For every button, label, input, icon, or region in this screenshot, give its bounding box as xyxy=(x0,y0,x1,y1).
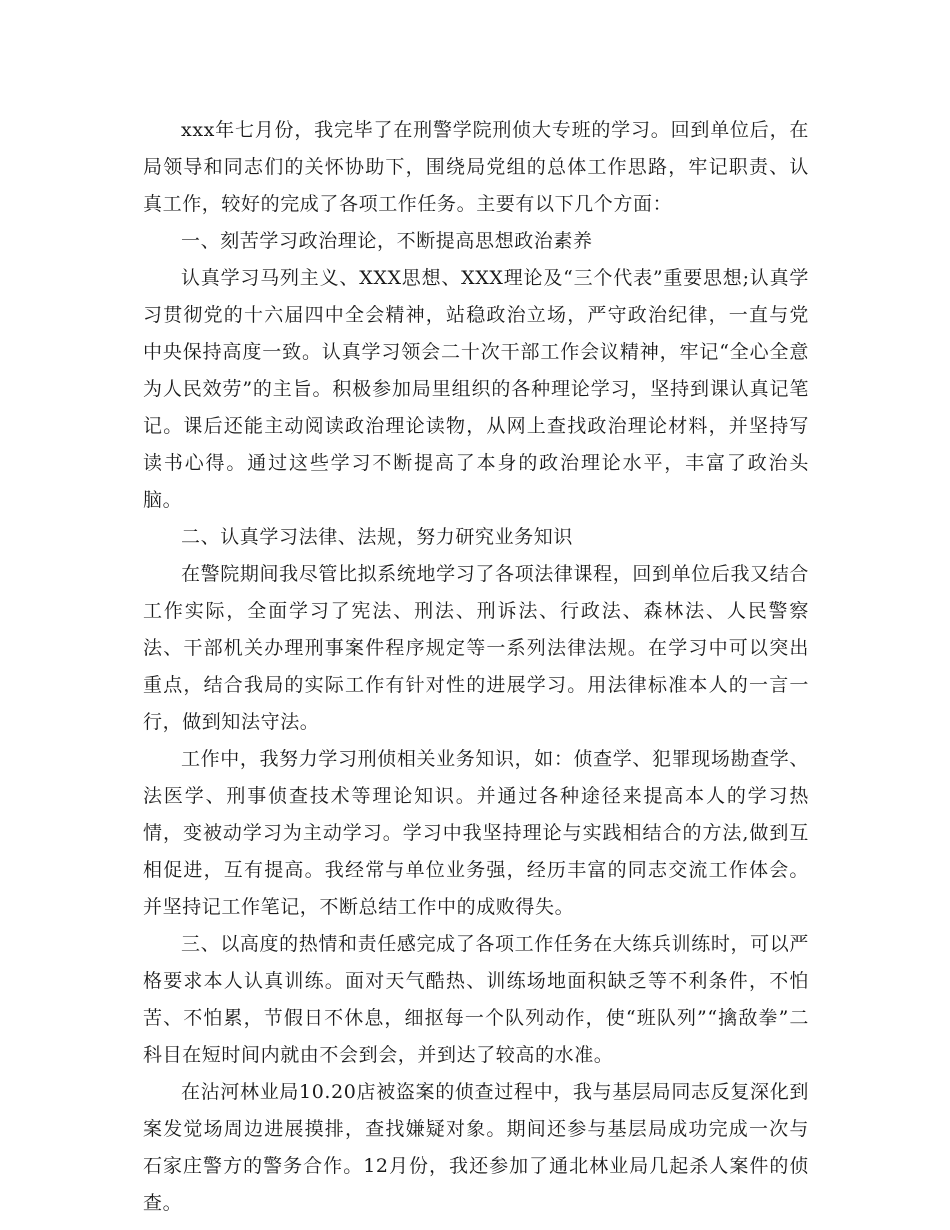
section-1-paragraph: 认真学习马列主义、XXX思想、XXX理论及“三个代表”重要思想;认真学习贯彻党的十六届四中全会精神，站稳政治立场，严守政治纪律，一直与党中央保持高度一致。认真学习领会二十次干部工作会议精神，牢记“全心全意为人民效劳”的主旨。积极参加局里组织的各种理论学习，坚持到课认真记笔记。课后还能主动阅读政治理论读物，从网上查找政治理论材料，并坚持写读书心得。通过这些学习不断提高了本身的政治理论水平，丰富了政治头脑。 xyxy=(143,267,809,511)
section-3-paragraph-1: 三、以高度的热情和责任感完成了各项工作任务在大练兵训练时，可以严格要求本人认真训练。面对天气酷热、训练场地面积缺乏等不利条件，不怕苦、不怕累，节假日不休息，细抠每一个队列动作，使“班队列”“擒敌拳”二科目在短时间内就由不会到会，并到达了较高的水准。 xyxy=(143,933,809,1066)
intro-paragraph: xxx年七月份，我完毕了在刑警学院刑侦大专班的学习。回到单位后，在局领导和同志们的关怀协助下，围绕局党组的总体工作思路，牢记职责、认真工作，较好的完成了各项工作任务。主要有以下几个方面： xyxy=(143,119,809,215)
section-2-paragraph-1: 在警院期间我尽管比拟系统地学习了各项法律课程，回到单位后我又结合工作实际，全面学习了宪法、刑法、刑诉法、行政法、森林法、人民警察法、干部机关办理刑事案件程序规定等一系列法律法规。在学习中可以突出重点，结合我局的实际工作有针对性的进展学习。用法律标准本人的一言一行，做到知法守法。 xyxy=(143,563,809,733)
section-3-paragraph-2: 在沾河林业局10.20店被盗案的侦查过程中，我与基层局同志反复深化到案发觉场周边进展摸排，查找嫌疑对象。期间还参与基层局成功完成一次与石家庄警方的警务合作。12月份，我还参加了通北林业局几起杀人案件的侦查。 xyxy=(143,1081,809,1214)
document-body xyxy=(143,112,809,1222)
section-2-paragraph-2: 工作中，我努力学习刑侦相关业务知识，如：侦查学、犯罪现场勘查学、法医学、刑事侦查技术等理论知识。并通过各种途径来提高本人的学习热情，变被动学习为主动学习。学习中我坚持理论与实践相结合的方法,做到互相促进，互有提高。我经常与单位业务强，经历丰富的同志交流工作体会。并坚持记工作笔记，不断总结工作中的成败得失。 xyxy=(143,748,809,918)
section-heading-2: 二、认真学习法律、法规，努力研究业务知识 xyxy=(181,526,574,548)
section-heading-1: 一、刻苦学习政治理论，不断提高思想政治素养 xyxy=(181,230,593,252)
